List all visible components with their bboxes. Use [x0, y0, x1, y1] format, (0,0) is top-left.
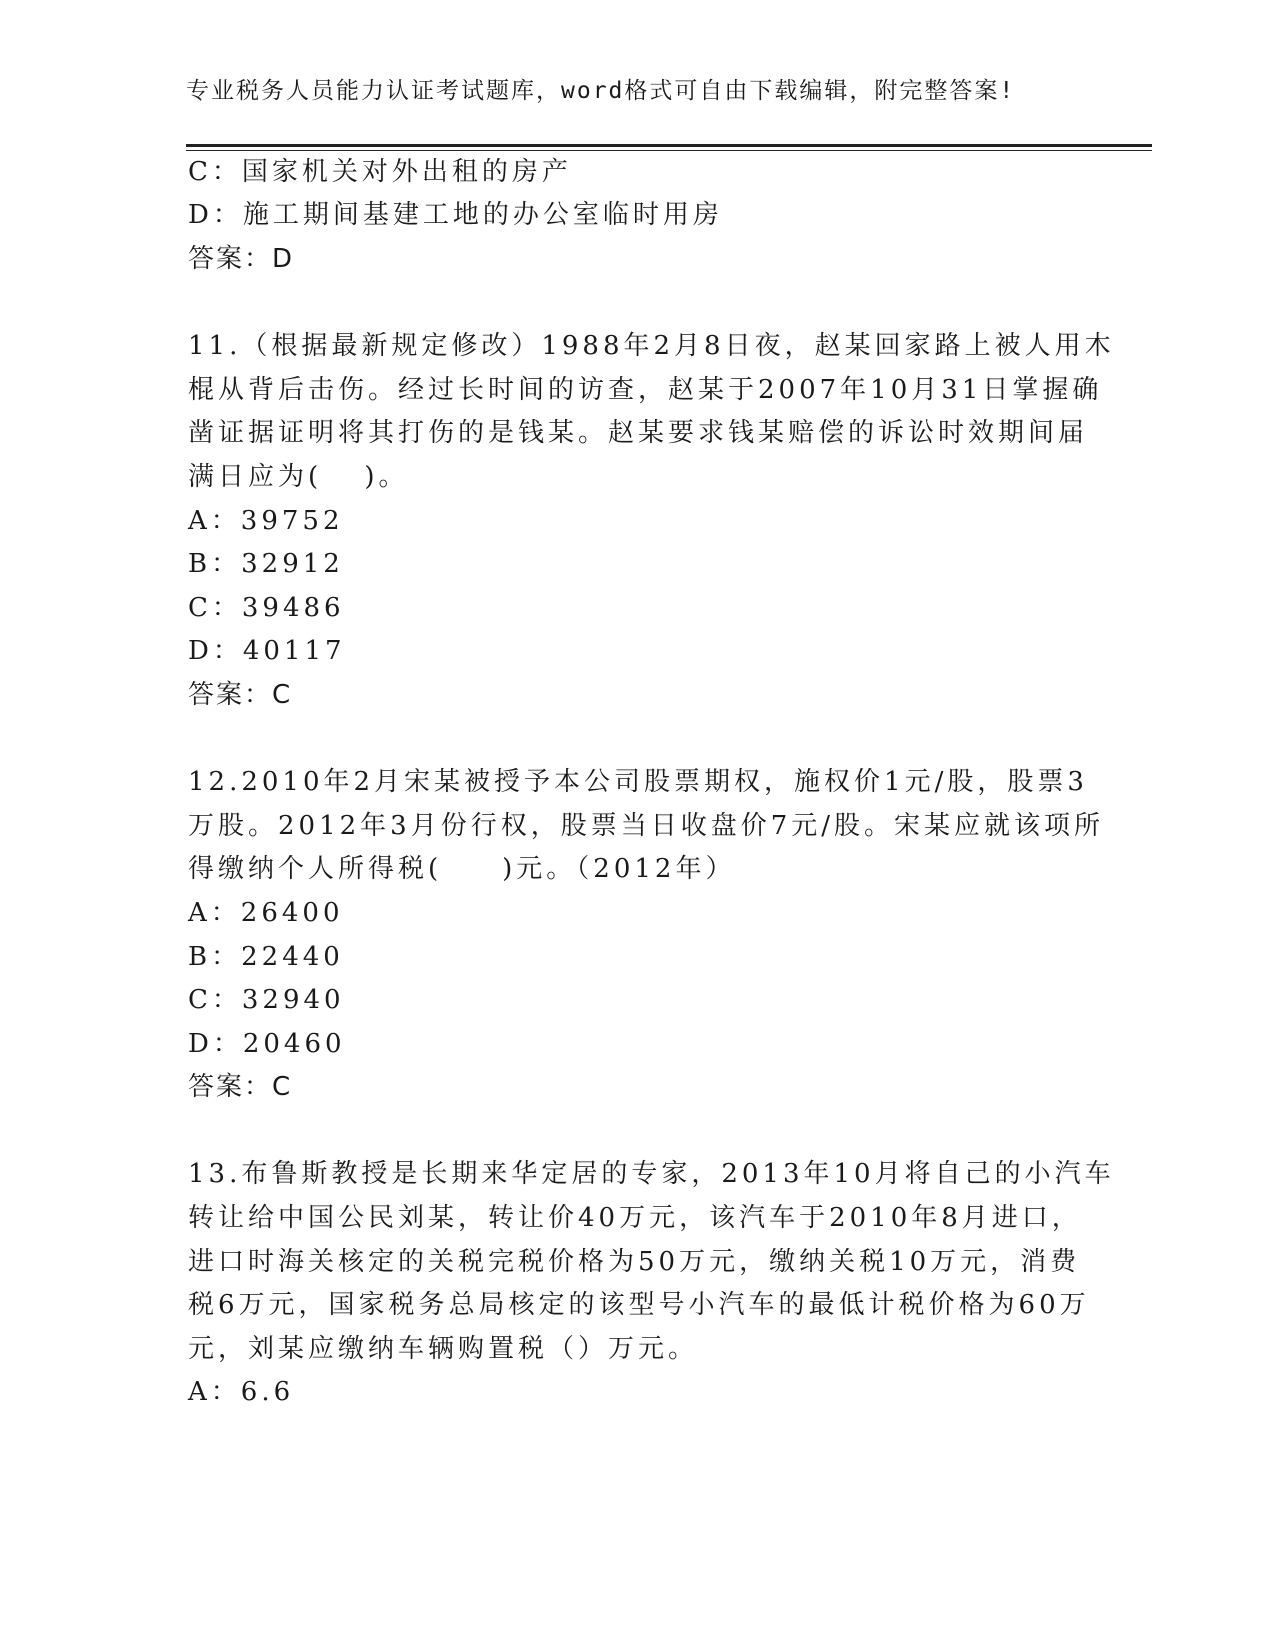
question-11-option-b: B：32912	[188, 549, 344, 579]
question-12-option-d: D：20460	[188, 1029, 346, 1059]
question-12-option-b: B：22440	[188, 942, 344, 972]
question-12-option-c: C：32940	[188, 985, 345, 1015]
option-d: D：施工期间基建工地的办公室临时用房	[188, 200, 723, 230]
question-12-line-1: 12.2010年2月宋某被授予本公司股票期权，施权价1元/股，股票3	[188, 767, 1088, 797]
question-13-option-a: A：6.6	[188, 1377, 295, 1407]
question-12-answer: 答案：C	[188, 1072, 293, 1102]
question-13-line-1: 13.布鲁斯教授是长期来华定居的专家，2013年10月将自己的小汽车	[188, 1159, 1115, 1189]
page-header: 专业税务人员能力认证考试题库，word格式可自由下载编辑，附完整答案!	[186, 78, 1016, 104]
header-rule-thin	[186, 150, 1152, 151]
option-c: C：国家机关对外出租的房产	[188, 157, 572, 187]
question-13-line-5: 元，刘某应缴纳车辆购置税（）万元。	[188, 1334, 699, 1364]
question-11-option-c: C：39486	[188, 593, 345, 623]
answer-line: 答案：D	[188, 244, 295, 274]
question-13-line-2: 转让给中国公民刘某，转让价40万元，该汽车于2010年8月进口，	[188, 1203, 1082, 1233]
header-rule-thick	[186, 144, 1152, 147]
question-13-line-3: 进口时海关核定的关税完税价格为50万元，缴纳关税10万元，消费	[188, 1247, 1081, 1277]
question-12-option-a: A：26400	[188, 898, 344, 928]
question-11-line-3: 凿证据证明将其打伤的是钱某。赵某要求钱某赔偿的诉讼时效期间届	[188, 418, 1089, 448]
question-13-line-4: 税6万元，国家税务总局核定的该型号小汽车的最低计税价格为60万	[188, 1290, 1090, 1320]
question-11-answer: 答案：C	[188, 680, 293, 710]
question-11-option-d: D：40117	[188, 636, 346, 666]
question-11-option-a: A：39752	[188, 506, 344, 536]
question-11-line-4: 满日应为( )。	[188, 462, 409, 492]
question-12-line-3: 得缴纳个人所得税( )元。（2012年）	[188, 854, 736, 884]
question-11-line-2: 棍从背后击伤。经过长时间的访查，赵某于2007年10月31日掌握确	[188, 375, 1103, 405]
question-11-line-1: 11.（根据最新规定修改）1988年2月8日夜，赵某回家路上被人用木	[188, 331, 1115, 361]
question-12-line-2: 万股。2012年3月份行权，股票当日收盘价7元/股。宋某应就该项所	[188, 811, 1105, 841]
